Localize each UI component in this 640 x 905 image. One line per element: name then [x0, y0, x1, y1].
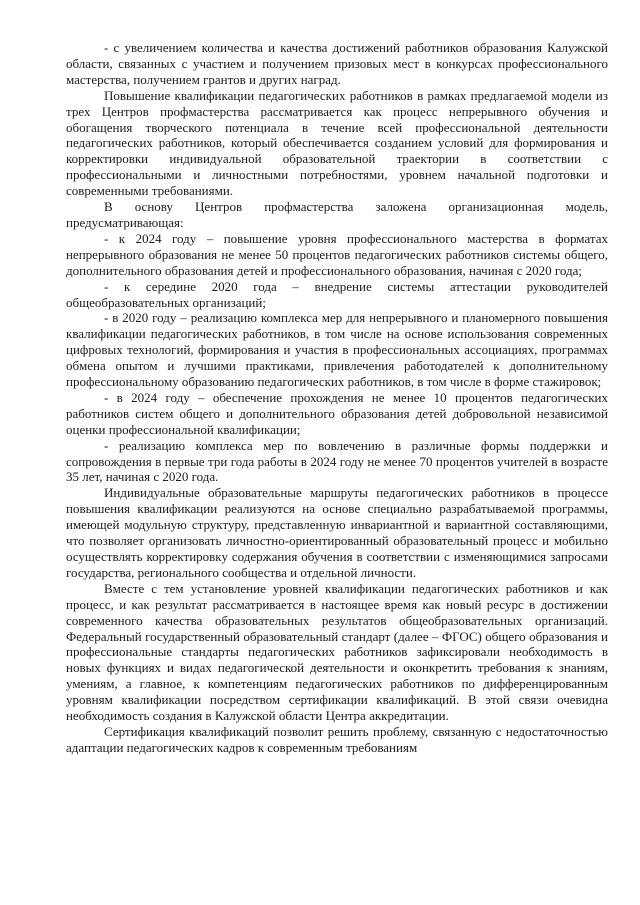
document-page — [66, 40, 608, 756]
list-item-2020-measures: - в 2020 году – реализацию комплекса мер для непрерывного и планомерного повышения квалификации педагогических работников, в том числе на основе использования современных цифровых технологий, формирования и участия в профессиональных ассоциациях, программах обмена опытом и лучшими практиками, привлечения работодателей к дополнительному профессиональному образованию педагогических работников, в том числе в форме стажировок; — [66, 310, 608, 390]
paragraph-model-basis: В основу Центров профмастерства заложена организационная модель, предусматривающая: — [66, 199, 608, 230]
paragraph-qualification-levels: Вместе с тем установление уровней квалификации педагогических работников и как процесс, и как результат рассматривается в настоящее время как новый ресурс в достижении современного качества образовательных результатов общеобразовательных организаций. Федеральный государственный образовательный стандарт (далее – ФГОС) общего образования и профессиональные стандарты педагогических работников зафиксировали необходимость в новых функциях и видах педагогической деятельности и оконкретить требования к знаниям, умениям, а главное, к компетенциям педагогических работников по дифференцированным уровням квалификации посредством сертификации квалификаций. В этой связи очевидна необходимость создания в Калужской области Центра аккредитации. — [66, 580, 608, 724]
list-item-2024-professional-level: - к 2024 году – повышение уровня профессионального мастерства в форматах непрерывного образования не менее 50 процентов педагогических работников системы общего, дополнительного образования детей и профессионального образования, начиная с 2020 года; — [66, 230, 608, 278]
list-item-2024-independent-assessment: - в 2024 году – обеспечение прохождения не менее 10 процентов педагогических работников систем общего и дополнительного образования детей добровольной независимой оценки профессиональной квалификации; — [66, 389, 608, 437]
paragraph-achievements: - с увеличением количества и качества достижений работников образования Калужской области, связанных с участием и получением призовых мест в конкурсах профессионального мастерства, получением грантов и других наград. — [66, 40, 608, 87]
paragraph-certification: Сертификация квалификаций позволит решить проблему, связанную с недостаточностью адаптации педагогических кадров к современным требованиям — [66, 723, 608, 755]
paragraph-individual-routes: Индивидуальные образовательные маршруты педагогических работников в процессе повышения квалификации реализуются на основе специально разрабатываемой программы, имеющей модульную структуру, представленную инвариантной и вариантной составляющими, что позволяет организовать личностно-ориентированный образовательный процесс и мобильно осуществлять корректировку содержания обучения в соответствии с изменяющимися запросами государства, регионального сообщества и отдельной личности. — [66, 485, 608, 580]
list-item-young-teachers-support: - реализацию комплекса мер по вовлечению в различные формы поддержки и сопровождения в первые три года работы в 2024 году не менее 70 процентов учителей в возрасте 35 лет, начиная с 2020 года. — [66, 437, 608, 485]
list-item-2020-attestation: - к середине 2020 года – внедрение системы аттестации руководителей общеобразовательных организаций; — [66, 278, 608, 310]
paragraph-qualification-model: Повышение квалификации педагогических работников в рамках предлагаемой модели из трех Центров профмастерства рассматривается как процесс непрерывного обучения и обогащения творческого потенциала в течение всей профессиональной деятельности педагогических работников, который обеспечивается созданием условий для формирования и корректировки индивидуальной образовательной траектории в соответствии с профессиональными и личностными потребностями, уровнем начальной подготовки и современными требованиями. — [66, 87, 608, 199]
